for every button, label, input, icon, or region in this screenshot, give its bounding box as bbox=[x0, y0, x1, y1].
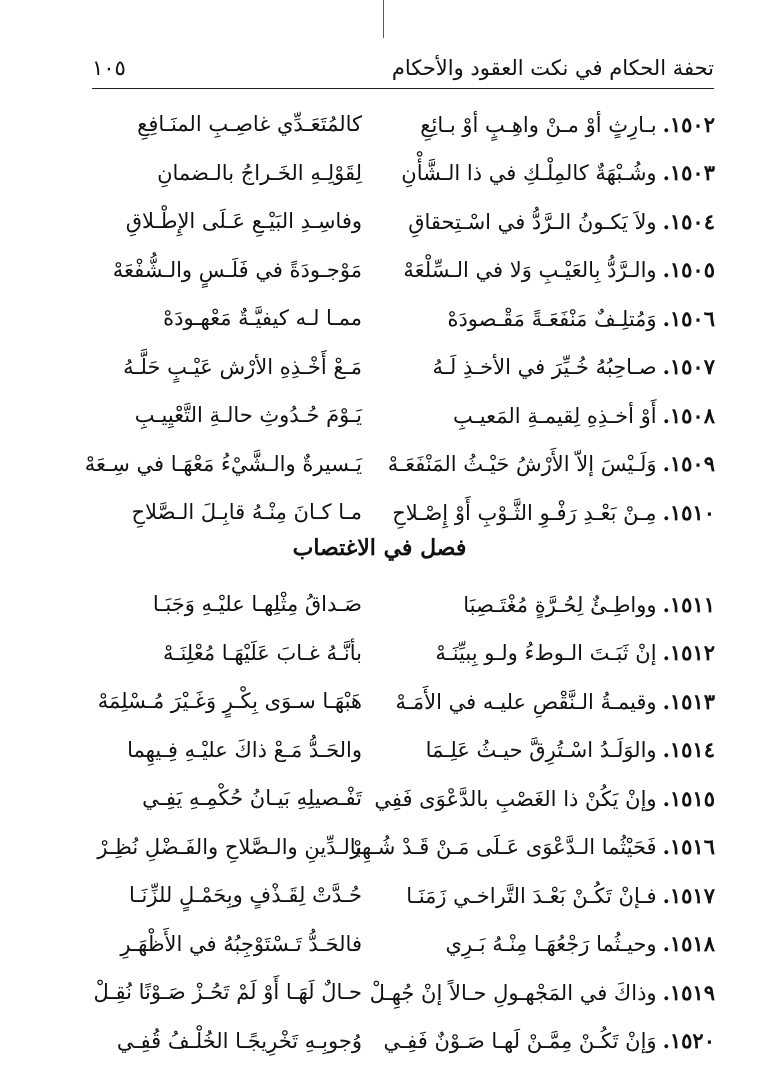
hemistich-text: وشُـبْهَةٌ كالمِلْـكِ في ذا الـشَّأْنِ bbox=[401, 161, 657, 186]
verse-second-hemistich: حُـدَّتْ لِقَـذْفٍ وبِحَمْـلٍ للزِّنَـا bbox=[129, 883, 362, 908]
verse-number: ١٥١٩. bbox=[662, 979, 715, 1005]
verse-number: ١٥١٥. bbox=[662, 785, 715, 811]
verse-row bbox=[92, 343, 715, 392]
verse-first-hemistich bbox=[405, 112, 715, 137]
verse-second-hemistich: كالمُتَعَـدِّي غاصِـبِ المنَـافِعِ bbox=[137, 112, 362, 137]
verse-second-hemistich: يَـوْمَ حُـدُوثِ حالـةِ التَّعْيِيـبِ bbox=[134, 403, 362, 428]
verse-row bbox=[92, 391, 715, 440]
verse-first-hemistich bbox=[401, 160, 715, 186]
verse-number: ١٥٠٧. bbox=[662, 354, 715, 380]
verse-row bbox=[92, 246, 715, 295]
verse-row bbox=[92, 488, 715, 537]
verse-first-hemistich bbox=[350, 834, 715, 860]
verse-first-hemistich bbox=[405, 306, 715, 331]
page-gutter-line bbox=[383, 0, 384, 38]
verse-number: ١٥٠٩. bbox=[662, 451, 715, 477]
verse-row bbox=[84, 440, 715, 489]
verse-row bbox=[92, 629, 715, 678]
hemistich-text: وَمُتلِـفٌ مَنْفَعَـةً مَقْـصودَهْ bbox=[447, 306, 657, 331]
verse-second-hemistich: حـالٌ لَهَـا أَوْ لَمْ تَحُـزْ صَـوْنًا نُقِـلْ bbox=[93, 980, 362, 1005]
verse-row bbox=[92, 823, 715, 872]
verse-first-hemistich bbox=[374, 785, 715, 811]
hemistich-text: والـرَّدُّ بِالعَيْـبِ وَلا في الـسِّلْعَهْ bbox=[403, 258, 657, 283]
hemistich-text: فَحَيْثُما الـدَّعْوَى عَـلَى مَـنْ قَـدْ شُـهِرْ bbox=[350, 835, 657, 860]
hemistich-text: وحيـثُما رَجْعُهَـا مِنْـهُ بَـرِي bbox=[445, 932, 657, 957]
verse-number: ١٥٠٨. bbox=[662, 402, 715, 428]
hemistich-text: وَإنْ تَكُـنْ مِمَّـنْ لَهـا صَـوْنٌ فَفِـي bbox=[383, 1029, 657, 1054]
verse-number: ١٥٠٢. bbox=[662, 111, 715, 137]
section-heading: فصل في الاغتصاب bbox=[292, 535, 467, 561]
verse-second-hemistich: بأنَّـهُ غـابَ عَلَيْهَـا مُعْلِنَـهْ bbox=[163, 640, 362, 665]
page-header bbox=[92, 48, 714, 89]
verse-second-hemistich: والحَـدُّ مَـعْ ذاكَ عليْـهِ فِـيهِما bbox=[127, 737, 362, 762]
verse-first-hemistich bbox=[387, 451, 715, 477]
verse-row bbox=[92, 1017, 715, 1066]
verse-number: ١٥١٠. bbox=[662, 499, 715, 525]
verse-second-hemistich: هَبْهَـا سـوَى بِكْـرٍ وَغَـيْرَ مُـسْلِمَهْ bbox=[97, 689, 362, 714]
verse-second-hemistich: صَـداقُ مِثْلِهـا عليْـهِ وَجَبَـا bbox=[152, 592, 362, 617]
verse-number: ١٥١٣. bbox=[662, 688, 715, 714]
verse-second-hemistich: وفاسِـدِ البَيْـعِ عَـلَى الإِطْـلاقِ bbox=[125, 209, 362, 234]
verse-first-hemistich bbox=[405, 883, 715, 908]
hemistich-text: وإنْ يَكُنْ ذا الغَصْبِ بالدَّعْوَى فَفِي bbox=[374, 786, 657, 811]
hemistich-text: وقيمـةُ الـنَّقْصِ عليـه في الأَمَـهْ bbox=[395, 689, 657, 714]
hemistich-text: بـارِثٍ أوْ مـنْ واهِـبٍ أوْ بـائِعِ bbox=[420, 112, 657, 137]
verse-number: ١٥١٤. bbox=[662, 737, 715, 763]
verse-block-b bbox=[92, 580, 715, 1065]
verse-first-hemistich bbox=[405, 209, 715, 234]
verse-row bbox=[92, 774, 715, 823]
verse-second-hemistich: مـا كـانَ مِنْـهُ قابِـلَ الـصَّلاحِ bbox=[131, 500, 362, 525]
verse-number: ١٥٠٣. bbox=[662, 160, 715, 186]
verse-row bbox=[92, 871, 715, 920]
verse-row bbox=[92, 677, 715, 726]
verse-number: ١٥١٧. bbox=[662, 882, 715, 908]
verse-second-hemistich: وُجوبِـهِ تَخْرِيجًـا الخُلْـفُ قُفِـي bbox=[116, 1028, 362, 1053]
verse-first-hemistich bbox=[405, 737, 715, 762]
page-number: ١٠٥ bbox=[92, 56, 126, 80]
verse-second-hemistich: لِقَوْلِـهِ الخَـراجُ بالـضمانِ bbox=[157, 160, 362, 185]
verse-number: ١٥٠٥. bbox=[662, 257, 715, 283]
verse-first-hemistich bbox=[405, 931, 715, 956]
verse-number: ١٥١٢. bbox=[662, 640, 715, 666]
verse-number: ١٥١٨. bbox=[662, 931, 715, 957]
verse-first-hemistich bbox=[392, 499, 715, 525]
verse-first-hemistich bbox=[405, 403, 715, 428]
verse-first-hemistich bbox=[369, 979, 715, 1005]
hemistich-text: فـإنْ تَكُـنْ بَعْـدَ التَّراخـي زَمَنَـا bbox=[406, 883, 657, 908]
running-title: تحفة الحكام في نكت العقود والأحكام bbox=[391, 56, 714, 80]
hemistich-text: أَوْ أخـذِهِ لِقيمـةِ المَعيـبِ bbox=[453, 403, 657, 428]
verse-second-hemistich: بالـدِّينِ والـصَّلاحِ والفَـضْلِ نُظِـرْ bbox=[97, 834, 362, 859]
verse-first-hemistich bbox=[395, 688, 715, 714]
hemistich-text: وواطِـئٌ لِحُـرَّةٍ مُغْتَـصِبَا bbox=[463, 592, 657, 617]
hemistich-text: وَلَـيْسَ إلاّ الأَرْشُ حَيْـثُ المَنْفَعَـهْ bbox=[387, 452, 657, 477]
hemistich-text: وذاكَ في المَجْهـولِ حـالاً إنْ جُهِـلْ bbox=[369, 980, 657, 1005]
verse-row bbox=[92, 580, 715, 629]
verse-second-hemistich: فالحَـدُّ تَـسْتَوْجِبُهُ في الأَظْهَـرِ bbox=[120, 931, 362, 956]
verse-first-hemistich bbox=[405, 257, 715, 282]
hemistich-text: والوَلَـدُ اسْـتُرِقَّ حيـثُ عَلِـمَا bbox=[425, 738, 657, 763]
hemistich-text: إنْ ثَبَـتَ الـوطءُ ولـو بِبيِّنَـهْ bbox=[435, 641, 657, 666]
verse-row bbox=[92, 920, 715, 969]
verse-number: ١٥٠٦. bbox=[662, 305, 715, 331]
verse-number: ١٥١٦. bbox=[662, 834, 715, 860]
verse-row bbox=[92, 149, 715, 198]
verse-row bbox=[92, 968, 715, 1017]
verse-second-hemistich: مَوْجـودَةً في فَلَـسٍ والـشُّفْعَهْ bbox=[112, 257, 362, 282]
verse-row bbox=[92, 197, 715, 246]
verse-second-hemistich: يَـسيرةٌ والـشَّيْءُ مَعْهَـا في سِـعَهْ bbox=[84, 451, 362, 476]
verse-first-hemistich bbox=[405, 354, 715, 379]
verse-row bbox=[92, 100, 715, 149]
verse-second-hemistich: تَفْـصيلِهِ بَيـانُ حُكْمِـهِ يَفِـي bbox=[142, 786, 362, 811]
verse-number: ١٥٢٠. bbox=[662, 1028, 715, 1054]
hemistich-text: ولاَ يَكـونُ الـرَّدُّ في اسْـتِحقاقِ bbox=[408, 209, 657, 234]
verse-block-a bbox=[84, 100, 715, 537]
verse-first-hemistich bbox=[383, 1028, 715, 1054]
hemistich-text: صـاحِبُهُ خُـيِّرَ في الأخـذِ لَـهُ bbox=[432, 355, 657, 380]
verse-row bbox=[92, 726, 715, 775]
verse-second-hemistich: مَـعْ أَخْـذِهِ الأرْش عَيْـبٍ حَلَّـهُ bbox=[123, 354, 362, 379]
verse-number: ١٥١١. bbox=[662, 591, 715, 617]
hemistich-text: مِـنْ بَعْـدِ رَفْـوِ الثَّـوْبِ أَوْ إِصْـلاحِ bbox=[392, 500, 657, 525]
verse-second-hemistich: ممـا لـه كيفيَّـةٌ مَعْهـودَهْ bbox=[163, 306, 362, 331]
verse-number: ١٥٠٤. bbox=[662, 208, 715, 234]
verse-first-hemistich bbox=[405, 592, 715, 617]
verse-first-hemistich bbox=[405, 640, 715, 665]
verse-row bbox=[92, 294, 715, 343]
